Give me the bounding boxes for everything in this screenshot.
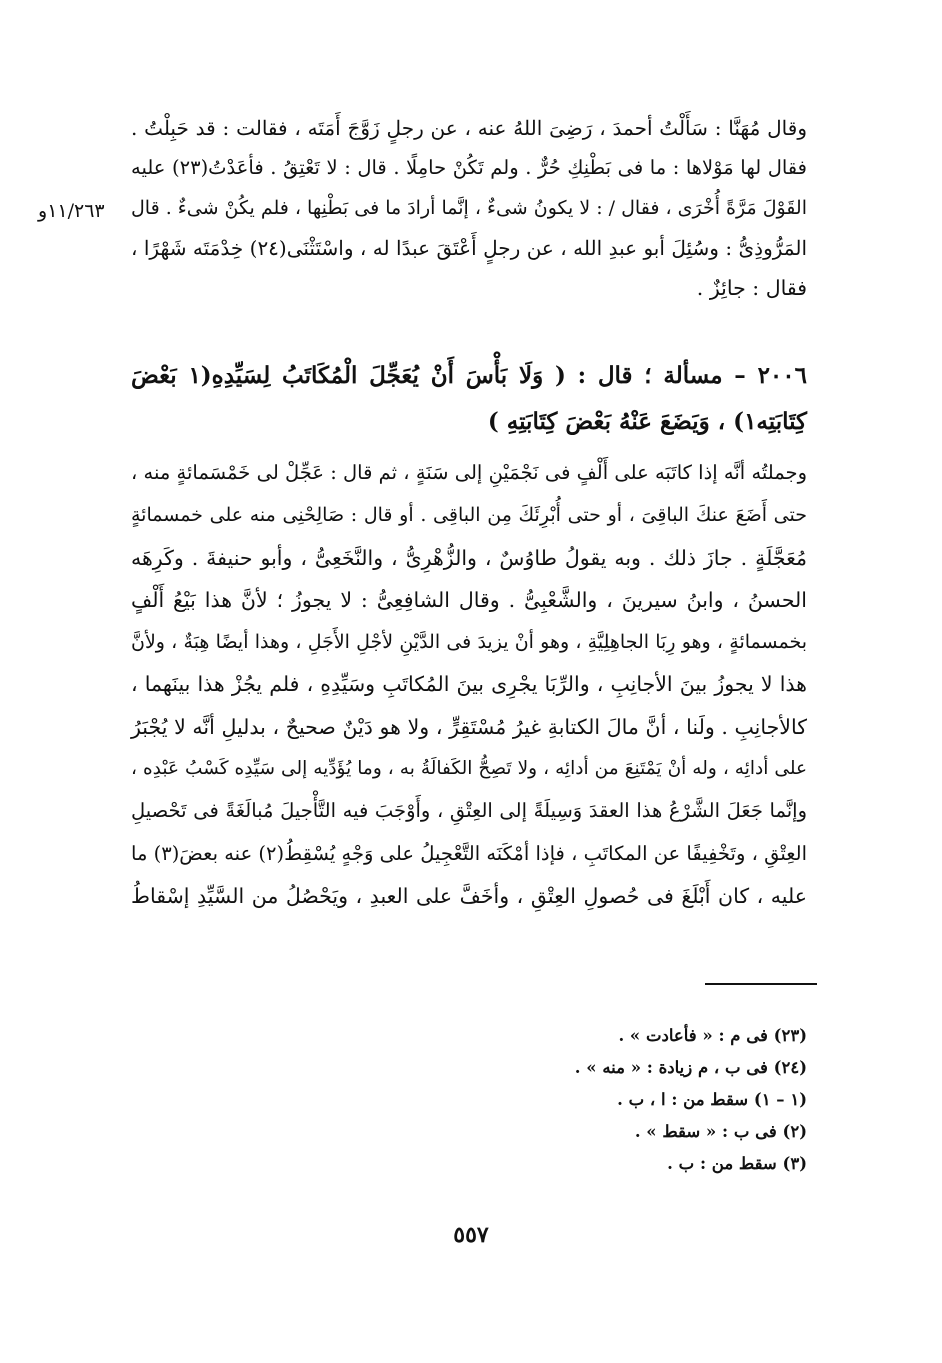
page-number: ٥٥٧: [453, 1222, 489, 1248]
text-line: مُعَجَّلَةٍ . جازَ ذلك . وبه يقولُ طاوُسٌ ، والزُّهْرِىُّ ، والنَّخَعِىُّ ، وأبو حنيفةَ . وكَرِهَه: [131, 545, 807, 570]
footnote: (١ – ١) سقط من : ا ، ب .: [617, 1090, 807, 1109]
text-line: المَرُّوذِىُّ : وسُئِلَ أبو عبدِ الله ، عن رجلٍ أَعْتَقَ عبدًا له ، واسْتَثْنَى(٢٤) خِدْمَتَه شَهْرًا ،: [131, 236, 807, 260]
footnotes: [307, 1020, 807, 1180]
text-line: الحسنُ ، وابنُ سيرينَ ، والشَّعْبِىُّ . وقال الشافِعِىُّ : لا يجوزُ ؛ لأنَّ هذا بَيْعُ أَلْفٍ: [131, 587, 807, 612]
heading-line: كِتَابَتِه١) ، وَيَضَعَ عَنْهُ بَعْضَ كِتَابَتِهِ ): [487, 408, 807, 435]
heading-line: ٢٠٠٦ – مسألة ؛ قال : ( وَلَا بَأْسَ أَنْ يُعَجِّلَ الْمُكَاتَبُ لِسَيِّدِهِ(١ بَعْضَ: [131, 362, 807, 389]
text-line: بخمسمائةٍ ، وهو رِبَا الجاهِلِيَّةِ ، وهو أنْ يزيدَ فى الدَّيْنِ لأجْلِ الأَجَلِ ، وهذا أيضًا هِبَةٌ ، ولأنَّ: [131, 631, 807, 654]
text-line: فقال لها مَوْلاها : ما فى بَطْنِكِ حُرٌّ . ولم تَكُنْ حامِلًا . قال : لا تَعْتِقُ . فأعَدْتُ(٢٣) عليه: [131, 156, 807, 179]
text-line: وجملتُه أنَّه إذا كاتَبَه على أَلْفٍ فى نَجْمَيْنِ إلى سَنَةٍ ، ثم قال : عَجِّلْ لى خَمْسَمائةٍ منه ،: [131, 461, 807, 484]
manuscript-folio-reference: ١١/٢٦٣و: [38, 200, 105, 222]
text-line: القَوْلَ مَرَّةً أُخْرَى ، فقال / : لا يكونُ شىءٌ ، إنَّما أرادَ ما فى بَطْنِها ، فلم يكُنْ شىءٌ . قال: [131, 197, 807, 219]
footnote: (٢٣) فى م : « فأعادت » .: [618, 1026, 807, 1045]
paragraph-explanation: [131, 452, 807, 917]
text-line: حتى أَضَعَ عنكَ الباقِىَ ، أو حتى أُبْرِئَكَ مِن الباقِى . أو قال : صَالِحْنِى منه على خمسمائةٍ: [131, 504, 807, 527]
paragraph-muhanna: [131, 108, 807, 308]
footnote: (٣) سقط من : ب .: [667, 1154, 807, 1173]
section-heading: [131, 353, 807, 445]
text-line: هذا لا يجوزُ بينَ الأجانِبِ ، والرِّبَا يجْرِى بينَ المُكاتَبِ وسَيِّدِهِ ، فلم يجُزْ هذا بينَهما ،: [131, 672, 807, 697]
text-line: كالأجانِبِ . ولَنا ، أنَّ مالَ الكتابةِ غيرُ مُسْتَقِرٍّ ، ولا هو دَيْنٌ صحيحٌ ، بدليلِ أنَّه لا يُجْبَرُ: [131, 714, 807, 739]
text-line: على أدائِه ، وله أنْ يَمْتَنِعَ من أدائِه ، ولا تَصِحُّ الكَفالَةُ به ، وما يُؤَدِّيه إلى سَيِّدِه كَسْبُ عَبْدِه ،: [131, 758, 807, 780]
footnote: (٢٤) فى ب ، م زيادة : « منه » .: [574, 1058, 807, 1077]
text-line: عليه ، كان أَبْلَغَ فى حُصولِ العِتْقِ ، وأخَفَّ على العبدِ ، ويَحْصُلُ من السَّيِّدِ إسْقاطُ: [131, 883, 807, 908]
text-line: وقال مُهَنَّا : سَأَلْتُ أحمدَ ، رَضِىَ اللهُ عنه ، عن رجلٍ زَوَّجَ أَمَتَه ، فقالت : قد حَبِلْتُ .: [131, 116, 807, 140]
text-line: فقال : جائِزٌ .: [696, 276, 807, 300]
text-line: وإنَّما جَعَلَ الشَّرْعُ هذا العقدَ وَسِيلَةً إلى العِتْقِ ، وأَوْجَبَ فيه التَّأْجيلَ مُبالَغَةً فى تَحْصيلِ: [131, 799, 807, 823]
text-line: العِتْقِ ، وتَخْفِيفًا عن المكاتَبِ ، فإذا أمْكَنَه التَّعْجِيلُ على وَجْهٍ يُسْقِطُ(٢) عنه بعضَ(٣) ما: [131, 841, 807, 865]
footnote-separator: [705, 983, 817, 985]
footnote: (٢) فى ب : « سقط » .: [634, 1122, 807, 1141]
